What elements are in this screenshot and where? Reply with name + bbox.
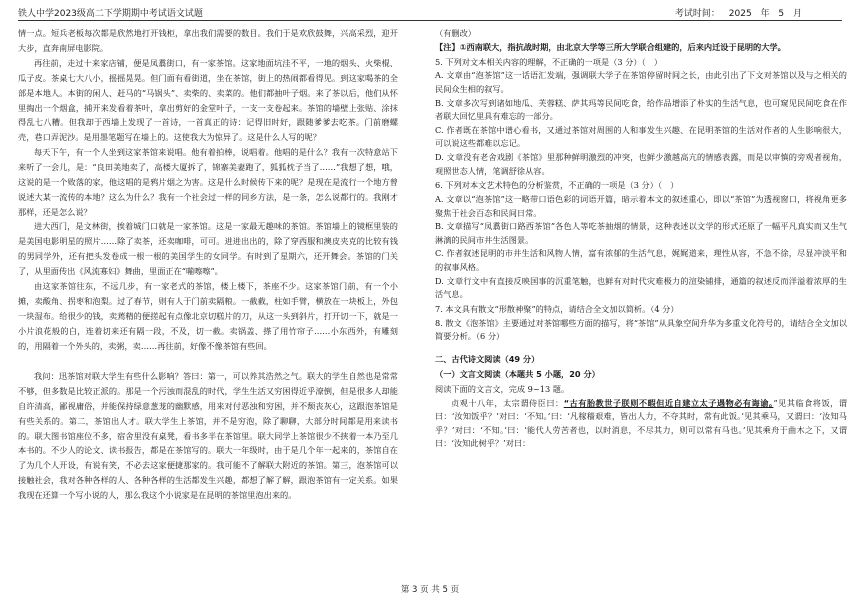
footnote: 【注】①西南联大，指抗战时期，由北京大学等三所大学联合组建的，后来内迁设于昆明的大学。 [435,41,786,52]
passage-intro: 贞观十八年，太宗谓侍臣曰： [451,397,564,408]
option-a: A. 文章以“泡茶馆”这一略带口语色彩的词语开篇，暗示着本文的叙述重心，即以“茶馆”为透视窗口，将视角更多聚焦于社会百态和民间日常。 [435,194,847,218]
question-5-stem: 5. 下列对文本相关内容的理解，不正确的一项是（3 分）（ ） [435,56,663,67]
option-b: B. 文章描写“凤翥街口路西茶馆”各色人等吃茶抽烟的情景，这种表述以文学的形式还原了一幅平凡真实而又生气淋漓的民间市井生活图景。 [435,221,847,245]
option-c: C. 作者叙述昆明的市井生活和风物人情，富有浓郁的生活气息，娓娓道来，理性从容，不急不徐，尽显冲淡平和的叙事风格。 [435,248,847,273]
option-a: A. 文章由“泡茶馆”这一话语汇发端，强调联大学子在茶馆停留时间之长，由此引出了下文对茶馆以及与之相关的民间众生相的叙写。 [435,70,847,94]
option-b: B. 文章多次写到诸如地瓜、芙蓉糕、萨其玛等民间吃食，给作品增添了朴实的生活气息，也可窥见民间吃食在作者联大回忆里具有难忘的一部分。 [435,97,847,122]
source-note: （有删改） [435,28,476,38]
paragraph: 再往前，走过十来家店铺，便是凤翥街口，有一家茶馆。这家地面坑洼不平，一地的烟头、火柴棍、瓜子皮。茶桌七大八小，摇摇晃晃。但门面有看街道，坐在茶馆，街上的热闹都看得见。到这家喝茶的全部是本地人。本街的闲人、赶马的“马锅头”、卖柴的、卖菜的。他们都抽叶子烟。来了茶以后，他们从怀里掏出一个烟盒，捕开来发看着茶叶，拿出剪好的金堂叶子，一支一支卷起来。茶馆的墙壁上张贴、涂抹得乱七八糟。但我却于西墙上发现了一首诗，一首真正的诗：记得旧时好，跟随爹爹去吃茶。门前磨螺壳，巷口弄泥沙。是用墨笔题写在墙上的。这使我大为惊异了。这是什么人写的呢？ [18,57,398,143]
page-footer: 第 3 页 共 5 页 [400,585,460,595]
paragraph: 我问：迅茶馆对联大学生有些什么影响？答曰：第一，可以养其浩然之气。联大的学生自然也是常常不够，但多数是比较正派的。那是一个污浊而混乱的时代，学生生活又穷困得近乎潦倒，但是很多人却能自许清高，鄙视庸俗，并能保持绿意葱茏的幽默感，用来对付恶浊和穷困，并不颓丧灰心，这跟泡茶馆是有些关系的。第二，茶馆出人才。联大学生上茶馆，并不是穷泡，除了聊聊，大部分时间都是用来读书的。联大图书馆座位不多，宿舍里没有桌凳，看书多半在茶馆里。联大同学上茶馆很少不挟着一本乃至几本书的。不少人的论文、读书报告，都是在茶馆写的。联大一年级时，由于是几个年一起来的，茶馆自在了为几个人开设，有说有笑，不必去这家便捷那家的。我可能不了解联大附近的茶馆。第三，泡茶馆可以接触社会，我对各种各样的人、各种各样的生活都发生兴趣，都想了解了解，跟泡茶馆有一定关系。如果我现在还算一个写小说的人，那么我这个小说家是在昆明的茶馆里泡出来的。 [18,370,398,501]
page-header [18,4,842,20]
paragraph: 由这家茶馆往东，不远几步，有一家老式的茶馆，楼上楼下，茶座不少。这家茶馆门前，有一个小摊，卖酸角、拐枣和泡梨。过了春节，则有人于门前卖隔粮。一截截，柱如手臂，横放在一块板上，外包一块湿布。给很少的钱，卖蔫精的便搓起有点像北京切糕片的刀，从这一头到斜片，打开切一下，就是一小片浪花般的白，连着切来还有隔一段，不及，切一截。卖锅盖、搽了用竹帘子……小东西外，有雕刻的，用隔着一个外头的，卖粥，卖……再往前，好像不像茶馆有些回。 [18,280,398,351]
option-d: D. 文章没有老舍戏剧《茶馆》里那种鲜明激烈的冲突，也鲜少激越高亢的情感表露，而是以审慎的旁观者视角，观照世态人情，笔调舒徐从容。 [435,151,847,176]
paragraph: 进大西门，是文林街，挨着城门口就是一家茶馆。这是一家最无趣味的茶馆。茶馆墙上的镜框里装的是美国电影明星的照片……除了卖茶，还卖咖啡，可可。进进出出的，除了穿西服和澳皮夹克的比较有钱的男同学外，还有把头发卷成一根一根的美国学生的女同学。有时到了星期六，还开舞会。茶馆的门关了，从里面传出《风流寡妇》舞曲，里面正在“嘣嚓嚓”。 [18,221,398,276]
question-6-stem: 6. 下列对本文艺术特色的分析鉴赏，不正确的一项是（3 分）（ ） [435,180,679,191]
option-c: C. 作者既在茶馆中谱心看书，又通过茶馆对周围的人和事发生兴趣、在昆明茶馆的生活对作者的人生影响很大，可以说这些都难以忘记。 [435,124,847,149]
subsection-title: （一）文言文阅读（本题共 5 小题，20 分） [435,368,600,379]
right-column [435,26,847,451]
paragraph: 情一点。短兵老板每次都是欣然地打开钱柜，拿出我们需要的数目。我们于是欢欣鼓舞，兴高采烈，迎开大步，直奔南屏电影院。 [18,28,398,53]
exam-time: 考试时间： 2025 年 5 月 [674,9,802,19]
classical-passage [435,397,847,451]
passage-rest: ”见其临食将饭，谓曰：‘汝知饭乎？’对曰：‘不知。’曰：‘凡稼穑艰难，皆出人力，不夺其时，常有此饭。’见其乘马，又谓曰：‘汝知马乎？’对曰：‘不知。’曰：‘能代人劳苦者也，以时消息，不尽其力，则可以常有马也。’见其乘舟于曲木之下，又谓曰：‘汝知此树乎？’对曰： [435,397,847,449]
exam-title: 铁人中学2023级高二下学期期中考试语文试题 [18,9,203,19]
question-8: 8. 散文《泡茶馆》主要通过对茶馆哪些方面的描写，将“茶馆”从具象空间升华为多重文化符号的，请结合全文加以简要分析。（6 分） [435,317,847,342]
header-divider [18,20,842,21]
section-title: 二、古代诗文阅读（49 分） [435,353,540,364]
underlined-sentence: “古有胎教世子朕则不暇但近自建立太子遇物必有诲谕。 [563,397,774,408]
option-d: D. 文章行文中有直接反映国事的沉重笔触，也鲜有对时代灾难极力的渲染铺排，通篇的叙述反而洋溢着浓厚的生活气息。 [435,275,847,300]
paragraph: 每天下午，有一个人坐到这家茶馆来说唱。他有着拍棒，说唱着。他唱的是什么？我有一次特意站下来听了一会儿，是：“良田美地卖了，高楼大厦拆了，锦寨美妻跑了，狐狐枕子当了……”我想了想，哦，这说的是一个败落的家，他这唱的是鸦片烟之为害。这是什么时候传下来的呢？是现在是流行一个地方曾说述大某一流传的本地？这么为什么？我有一个社会过一样的同乡方法，是一条，怎么说都行的。我刚才那样，还是怎么说？ [18,147,398,217]
question-7: 7. 本文具有散文“形散神聚”的特点，请结合全文加以简析。（4 分） [435,303,679,314]
left-column [18,26,398,532]
instruction: 阅读下面的文言文，完成 9~13 题。 [435,383,570,394]
